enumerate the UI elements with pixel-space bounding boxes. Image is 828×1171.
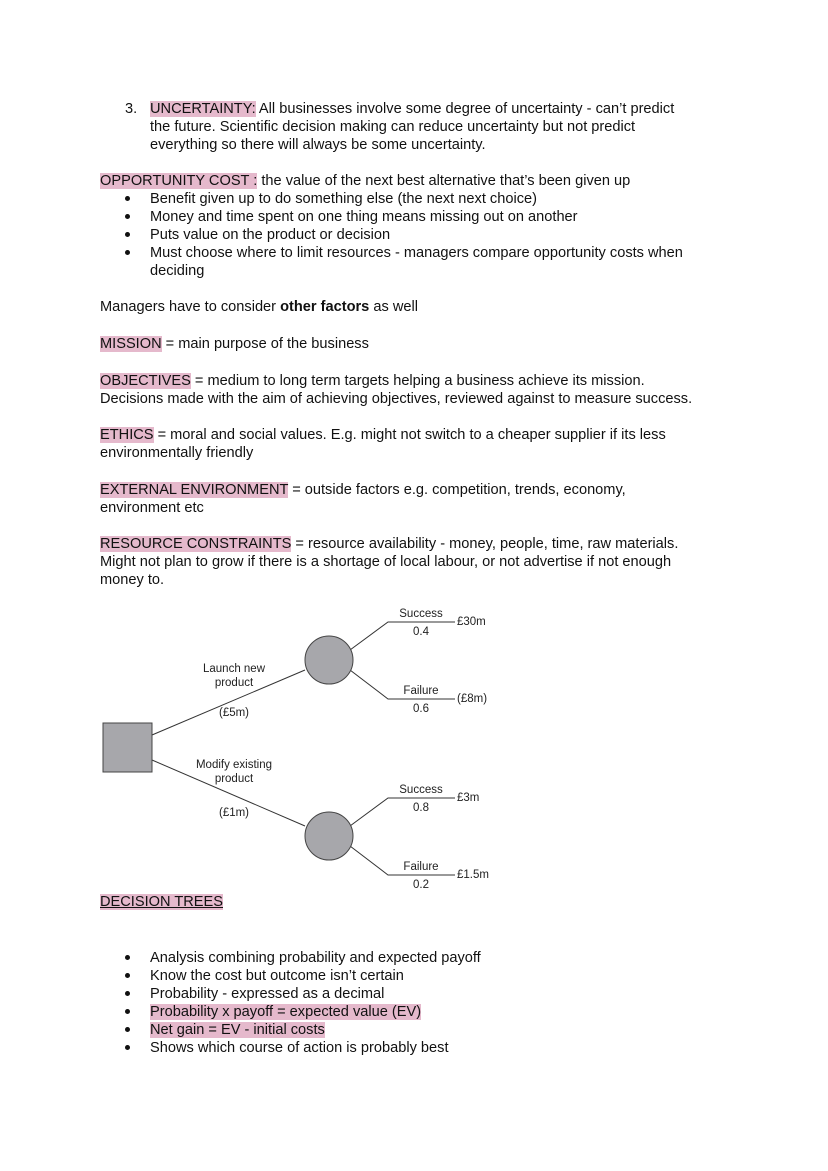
chance-node-launch [305, 636, 353, 684]
opportunity-bullet: Money and time spent on one thing means missing out on another [150, 209, 578, 225]
ethics-line-2: environmentally friendly [100, 445, 254, 461]
uncertainty-term: UNCERTAINTY: [150, 101, 256, 117]
o2-success-label: Success [399, 784, 443, 796]
mission-term: MISSION [100, 336, 162, 352]
mission-definition: MISSION = main purpose of the business [100, 336, 369, 352]
o2-success-probability: 0.8 [413, 802, 429, 814]
option-modify-label-2: product [214, 773, 254, 785]
decision-bullet: Probability - expressed as a decimal [150, 986, 385, 1002]
uncertainty-line-2: the future. Scientific decision making can reduce uncertainty but not predict [150, 119, 636, 135]
o2-failure-payoff: £1.5m [457, 869, 489, 881]
objectives-line-2: Decisions made with the aim of achieving objectives, reviewed against to measure success. [100, 391, 693, 407]
opportunity-cost-term: OPPORTUNITY COST : [100, 173, 258, 189]
uncertainty-line-1: UNCERTAINTY: All businesses involve some degree of uncertainty - can’t predict [150, 101, 675, 117]
other-factors-sentence: Managers have to consider other factors as well [100, 299, 418, 315]
objectives-term: OBJECTIVES [100, 373, 191, 389]
option-launch-cost: (£5m) [218, 707, 250, 719]
option-modify-label-1: Modify existing [195, 759, 273, 771]
o1-success-probability: 0.4 [413, 626, 429, 638]
opportunity-bullet: Puts value on the product or decision [150, 227, 391, 243]
bullet-icon [124, 1002, 132, 1010]
o2-failure-probability: 0.2 [413, 879, 429, 891]
resources-line-1: RESOURCE CONSTRAINTS = resource availability - money, people, time, raw materials. [100, 536, 679, 552]
decision-bullet: Analysis combining probability and expected payoff [150, 950, 481, 966]
decision-node-square [103, 723, 152, 772]
resources-line-2: Might not plan to grow if there is a shortage of local labour, or not advertise if not enough [100, 554, 672, 570]
o1-success-payoff: £30m [457, 616, 486, 628]
bullet-icon [124, 984, 132, 992]
option-launch-label-2: product [214, 677, 254, 689]
o1-failure-probability: 0.6 [413, 703, 429, 715]
o1-failure-payoff: (£8m) [457, 693, 488, 705]
option-launch-label-1: Launch new [202, 663, 266, 675]
bullet-icon [124, 1020, 132, 1028]
decision-bullet-highlighted: Net gain = EV - initial costs [150, 1022, 325, 1038]
resources-line-3: money to. [100, 572, 165, 588]
tree-branches [152, 622, 455, 875]
external-line-1: EXTERNAL ENVIRONMENT = outside factors e.g. competition, trends, economy, [100, 482, 626, 498]
decision-bullet-highlighted: Probability x payoff = expected value (EV) [150, 1004, 422, 1020]
ethics-line-1: ETHICS = moral and social values. E.g. might not switch to a cheaper supplier if its less [100, 427, 666, 443]
uncertainty-line-3: everything so there will always be some uncertainty. [150, 137, 486, 153]
opportunity-bullet: Benefit given up to do something else (the next next choice) [150, 191, 537, 207]
o2-failure-label: Failure [403, 861, 439, 873]
decision-trees-heading: DECISION TREES [100, 894, 223, 910]
decision-bullet: Know the cost but outcome isn’t certain [150, 968, 404, 984]
bullet-icon [124, 1038, 132, 1046]
external-term: EXTERNAL ENVIRONMENT [100, 482, 289, 498]
o1-failure-label: Failure [403, 685, 439, 697]
external-line-2: environment etc [100, 500, 204, 516]
opportunity-cost-definition: OPPORTUNITY COST : the value of the next best alternative that’s been given up [100, 173, 631, 189]
option-modify-cost: (£1m) [218, 807, 250, 819]
resources-term: RESOURCE CONSTRAINTS [100, 536, 292, 552]
branch-o1-success [350, 622, 455, 650]
decision-bullet: Shows which course of action is probably best [150, 1040, 449, 1056]
uncertainty-number: 3. [125, 101, 138, 117]
branch-o2-success [350, 798, 455, 826]
bullet-icon [124, 948, 132, 956]
bullet-icon [124, 966, 132, 974]
objectives-line-1: OBJECTIVES = medium to long term targets helping a business achieve its mission. [100, 373, 645, 389]
ethics-term: ETHICS [100, 427, 154, 443]
opportunity-bullet-continued: deciding [150, 263, 205, 279]
o1-success-label: Success [399, 608, 443, 620]
chance-node-modify [305, 812, 353, 860]
opportunity-bullet: Must choose where to limit resources - managers compare opportunity costs when [150, 245, 683, 261]
o2-success-payoff: £3m [457, 792, 480, 804]
